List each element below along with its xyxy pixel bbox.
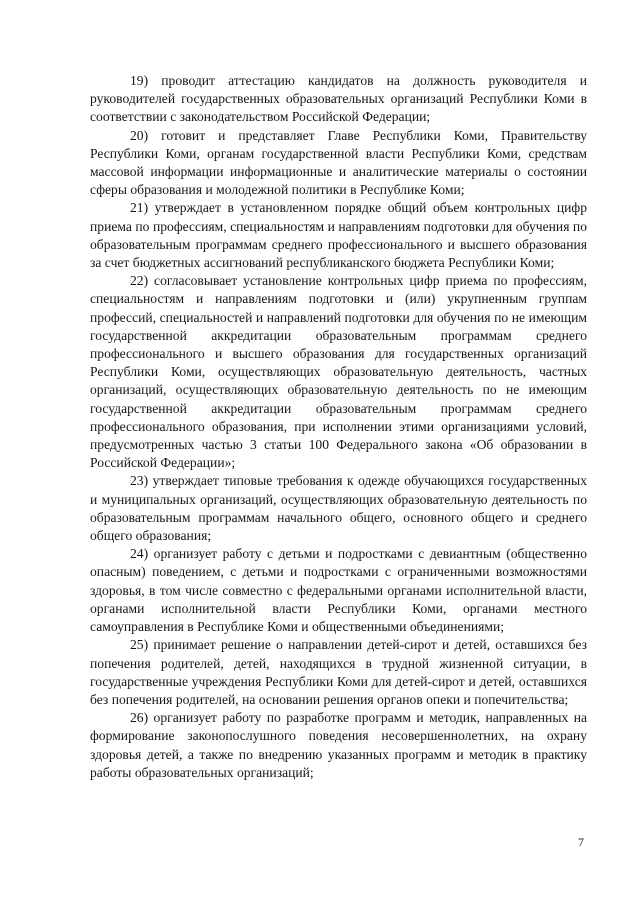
item-25: 25) принимает решение о направлении детей-сирот и детей, оставшихся без попечения родителей, детей, находящихся в трудной жизненной ситуации, в государственные учреждения Республики Коми для детей-сирот и детей, оставшихся без попечения родителей, на основании решения органов опеки и попечительства; (90, 637, 587, 707)
document-body (90, 72, 587, 782)
item-24: 24) организует работу с детьми и подростками с девиантным (общественно опасным) поведением, с детьми и подростками с ограниченными возможностями здоровья, в том числе совместно с федеральными органами исполнительной власти, органами исполнительной власти Республики Коми, органами местного самоуправления в Республике Коми и общественными объединениями; (90, 546, 587, 635)
item-19: 19) проводит аттестацию кандидатов на должность руководителя и руководителей государственных образовательных организаций Республики Коми в соответствии с законодательством Российской Федерации; (90, 73, 587, 125)
item-23: 23) утверждает типовые требования к одежде обучающихся государственных и муниципальных организаций, осуществляющих образовательную деятельность по образовательным программам начального общего, основного общего и среднего общего образования; (90, 473, 587, 544)
item-21: 21) утверждает в установленном порядке общий объем контрольных цифр приема по профессиям, специальностям и направлениям подготовки для обучения по образовательным программам среднего профессионального и высшего образования за счет бюджетных ассигнований республиканского бюджета Республики Коми; (90, 200, 587, 271)
item-26: 26) организует работу по разработке программ и методик, направленных на формирование законопослушного поведения несовершеннолетних, на охрану здоровья детей, а также по внедрению указанных программ и методик в практику работы образовательных организаций; (90, 710, 587, 780)
page-number: 7 (578, 835, 584, 849)
item-20: 20) готовит и представляет Главе Республики Коми, Правительству Республики Коми, органам государственной власти Республики Коми, средствам массовой информации информационные и аналитические материалы о состоянии сферы образования и молодежной политики в Республике Коми; (90, 127, 587, 198)
item-22: 22) согласовывает установление контрольных цифр приема по профессиям, специальностям и направлениям подготовки и (или) укрупненным группам профессий, специальностей и направлений подготовки для обучения по не имеющим государственной аккредитации образовательным программам среднего профессионального и высшего образования для государственных организаций Республики Коми, осуществляющих образовательную деятельность, частных организаций, осуществляющих образовательную деятельность по не имеющим государственной аккредитации образовательным программам среднего профессионального образования, при исполнении этими организациями условий, предусмотренных частью 3 статьи 100 Федерального закона «Об образовании в Российской Федерации»; (90, 273, 587, 471)
